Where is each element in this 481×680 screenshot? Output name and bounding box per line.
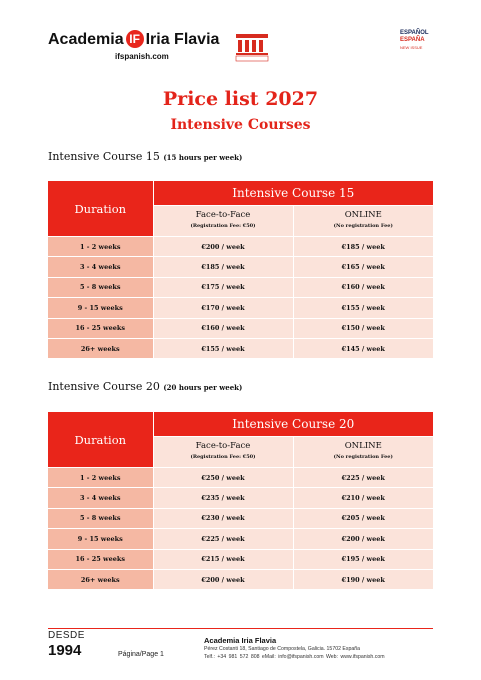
page-subtitle: Intensive Courses: [170, 117, 311, 133]
table-row: [48, 257, 433, 277]
f2f-price-cell: €215 / week: [153, 549, 293, 569]
logo-wordmark: [48, 30, 219, 49]
online-price-cell: €200 / week: [293, 529, 433, 549]
duration-cell: 9 - 15 weeks: [48, 529, 153, 549]
seal-line-1: ESPAÑOL: [400, 30, 429, 36]
table-row: [48, 529, 433, 549]
f2f-price-cell: €225 / week: [153, 529, 293, 549]
online-price-cell: €160 / week: [293, 277, 433, 297]
f2f-price-cell: €160 / week: [153, 318, 293, 338]
f2f-price-cell: €235 / week: [153, 488, 293, 508]
page-number: Página/Page 1: [118, 651, 164, 658]
espanol-seal-icon: [400, 30, 434, 51]
duration-cell: 3 - 4 weeks: [48, 488, 153, 508]
table-row: [48, 569, 433, 589]
online-label: ONLINE: [344, 441, 382, 451]
online-price-cell: €155 / week: [293, 298, 433, 318]
footer-contact[interactable]: Telf.: +34 981 572 808 eMail: info@ifspanish.com Web: www.ifspanish.com: [204, 654, 385, 660]
online-price-cell: €205 / week: [293, 508, 433, 528]
online-price-cell: €150 / week: [293, 318, 433, 338]
footer-address: Pérez Costanti 18, Santiago de Compostela, Galicia. 15702 España: [204, 646, 361, 652]
f2f-price-cell: €170 / week: [153, 298, 293, 318]
duration-cell: 1 - 2 weeks: [48, 237, 153, 257]
duration-header: Duration: [48, 181, 153, 237]
f2f-price-cell: €230 / week: [153, 508, 293, 528]
online-header: [293, 206, 433, 237]
duration-cell: 5 - 8 weeks: [48, 508, 153, 528]
table-row: [48, 318, 433, 338]
duration-cell: 16 - 25 weeks: [48, 549, 153, 569]
academy-logo[interactable]: [48, 27, 248, 67]
online-note: (No registration Fee): [333, 454, 393, 460]
f2f-note: (Registration Fee: €50): [190, 454, 256, 460]
table-row: [48, 549, 433, 569]
f2f-label: Face-to-Face: [195, 441, 251, 451]
f2f-price-cell: €185 / week: [153, 257, 293, 277]
section-heading-course-15: [48, 150, 242, 163]
duration-cell: 9 - 15 weeks: [48, 298, 153, 318]
face-to-face-header: [153, 437, 293, 468]
online-price-cell: €190 / week: [293, 569, 433, 589]
footer-academy-name: Academia Iria Flavia: [204, 636, 277, 645]
online-label: ONLINE: [344, 210, 382, 220]
f2f-price-cell: €200 / week: [153, 569, 293, 589]
duration-cell: 26+ weeks: [48, 569, 153, 589]
online-price-cell: €145 / week: [293, 338, 433, 358]
online-price-cell: €185 / week: [293, 237, 433, 257]
duration-cell: 1 - 2 weeks: [48, 468, 153, 488]
f2f-price-cell: €200 / week: [153, 237, 293, 257]
section-title: Intensive Course 15: [48, 150, 160, 163]
face-to-face-header: [153, 206, 293, 237]
online-note: (No registration Fee): [333, 223, 393, 229]
duration-header: Duration: [48, 412, 153, 468]
f2f-note: (Registration Fee: €50): [190, 223, 256, 229]
course-header: Intensive Course 15: [153, 181, 433, 206]
seal-line-2: ESPAÑA: [400, 37, 425, 43]
section-hours: (15 hours per week): [163, 153, 243, 162]
online-price-cell: €195 / week: [293, 549, 433, 569]
table-row: [48, 277, 433, 297]
f2f-price-cell: €250 / week: [153, 468, 293, 488]
section-heading-course-20: [48, 380, 242, 393]
price-table-course-15: [48, 181, 433, 358]
course-header: Intensive Course 20: [153, 412, 433, 437]
table-row: [48, 468, 433, 488]
section-hours: (20 hours per week): [163, 383, 243, 392]
footer-year: 1994: [48, 642, 82, 659]
f2f-price-cell: €175 / week: [153, 277, 293, 297]
duration-cell: 26+ weeks: [48, 338, 153, 358]
logo-mark-icon: IF: [126, 30, 144, 48]
cervantes-institute-icon: [234, 32, 270, 62]
seal-line-3: NEW ISSUE: [400, 45, 423, 50]
online-header: [293, 437, 433, 468]
page-title: Price list 2027: [162, 88, 319, 110]
f2f-label: Face-to-Face: [195, 210, 251, 220]
table-row: [48, 338, 433, 358]
footer-divider: [48, 628, 433, 629]
table-row: [48, 488, 433, 508]
duration-cell: 3 - 4 weeks: [48, 257, 153, 277]
section-title: Intensive Course 20: [48, 380, 160, 393]
table-row: [48, 298, 433, 318]
table-row: [48, 508, 433, 528]
logo-right: Iria Flavia: [145, 31, 220, 48]
table-row: [48, 237, 433, 257]
duration-cell: 5 - 8 weeks: [48, 277, 153, 297]
f2f-price-cell: €155 / week: [153, 338, 293, 358]
online-price-cell: €210 / week: [293, 488, 433, 508]
footer-desde: DESDE: [48, 630, 85, 641]
logo-url[interactable]: ifspanish.com: [115, 52, 169, 61]
logo-left: Academia: [48, 31, 124, 48]
online-price-cell: €165 / week: [293, 257, 433, 277]
online-price-cell: €225 / week: [293, 468, 433, 488]
duration-cell: 16 - 25 weeks: [48, 318, 153, 338]
price-table-course-20: [48, 412, 433, 589]
